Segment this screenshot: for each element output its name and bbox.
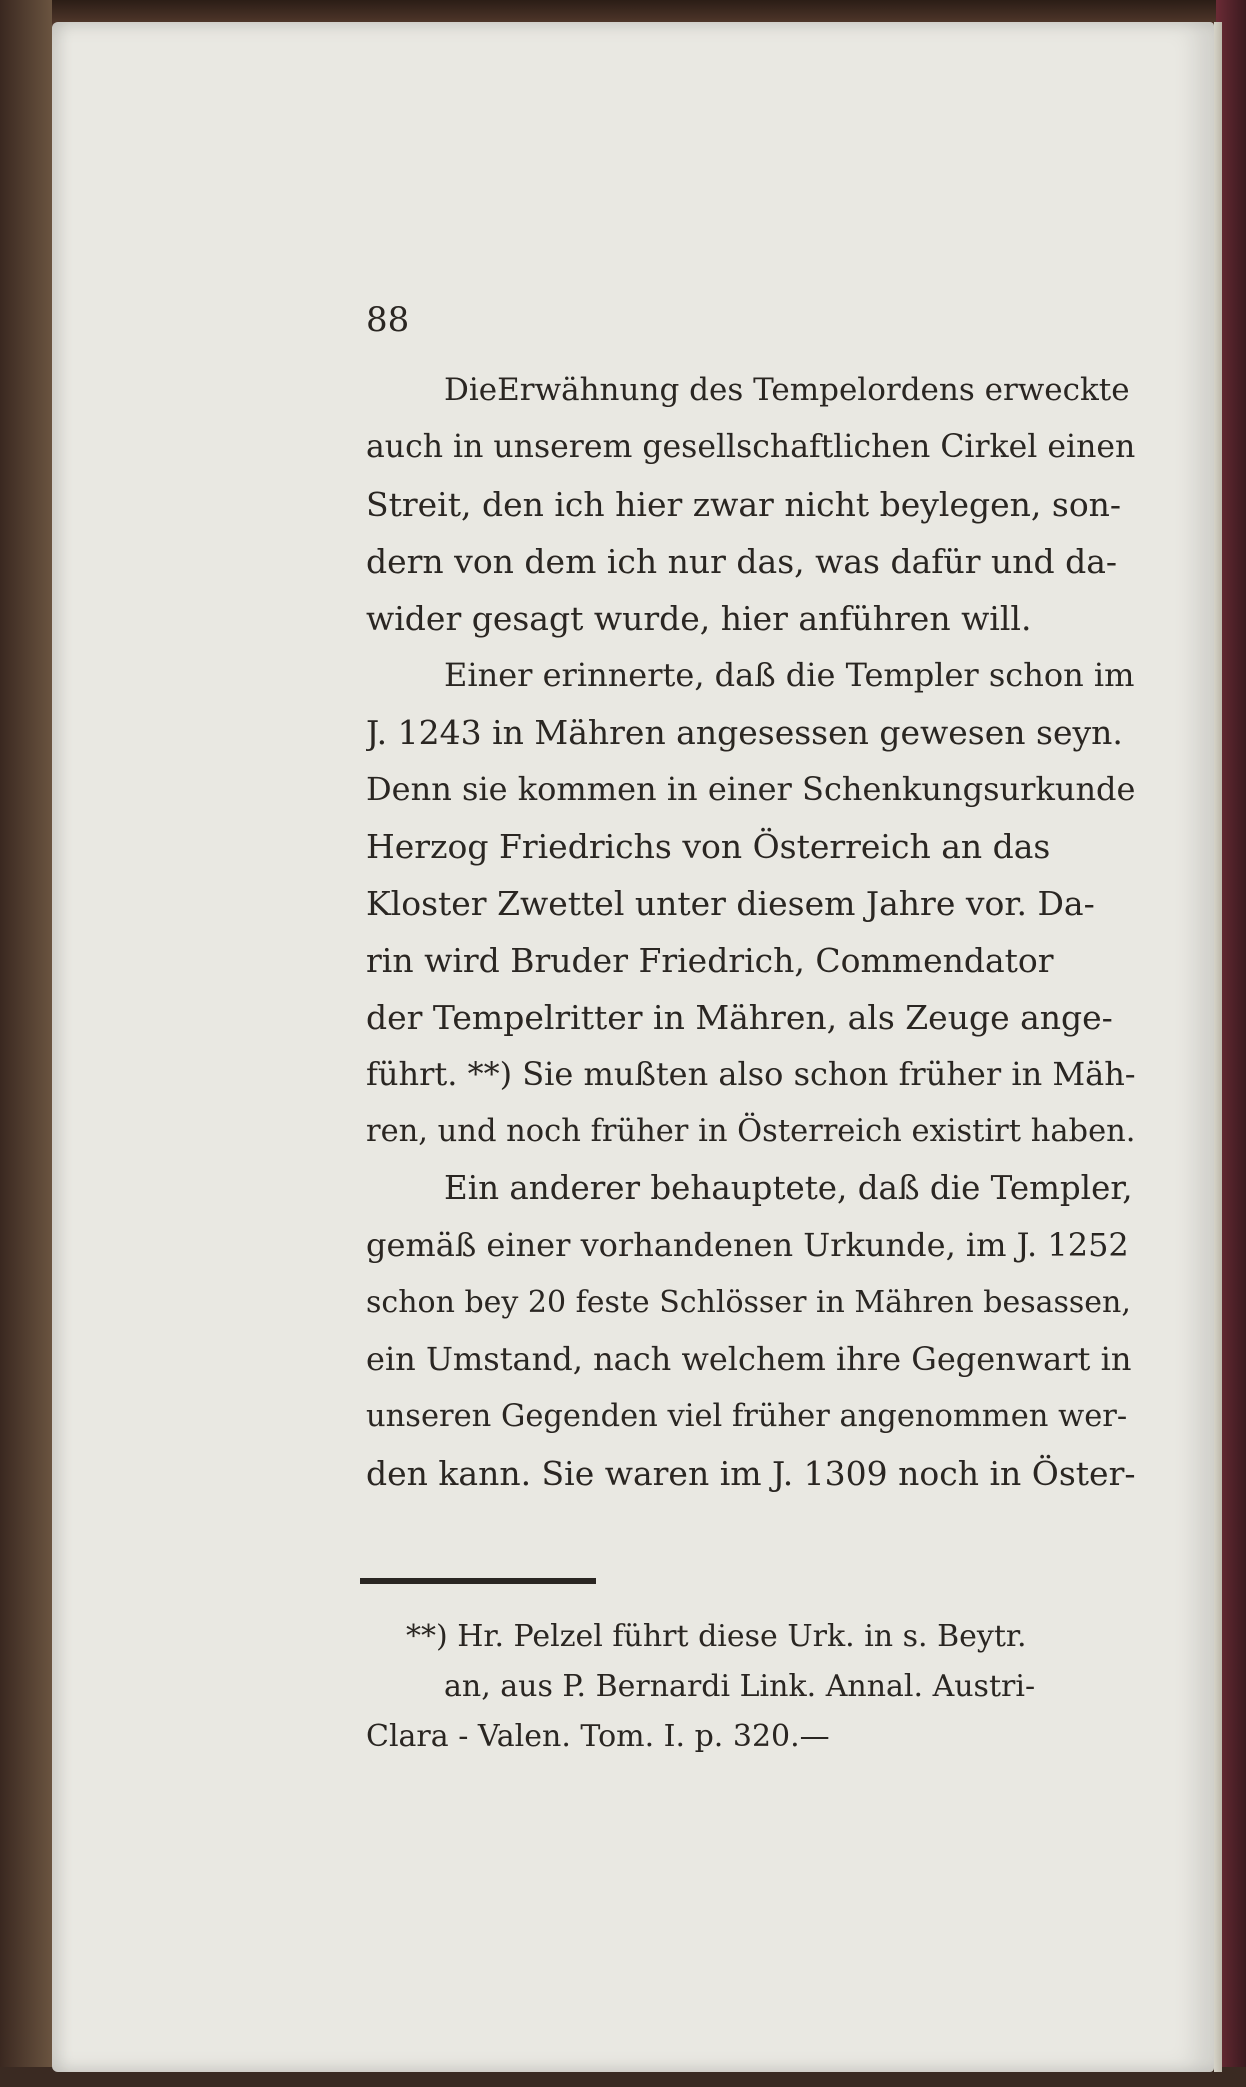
text-line: auch in unserem gesellschaftlichen Cirkel einen: [366, 429, 1136, 465]
text-line: J. 1243 in Mähren angesessen gewesen seyn.: [366, 713, 1123, 752]
footnote-line: Clara - Valen. Tom. I. p. 320.—: [366, 1719, 830, 1754]
text-line: wider gesagt wurde, hier anführen will.: [366, 599, 1032, 638]
text-line: ren, und noch früher in Österreich existirt haben.: [366, 1114, 1136, 1149]
footnote-line: an, aus P. Bernardi Link. Annal. Austri-: [444, 1669, 1036, 1704]
page-number: 88: [366, 300, 410, 340]
text-line: Kloster Zwettel unter diesem Jahre vor. Da-: [366, 884, 1095, 923]
paragraph-3: [366, 1160, 1136, 1502]
text-line: der Tempelritter in Mähren, als Zeuge ange-: [366, 998, 1113, 1037]
text-line: dern von dem ich nur das, was dafür und da-: [366, 542, 1118, 581]
text-line: führt. **) Sie mußten also schon früher in Mäh-: [366, 1055, 1136, 1093]
text-line: gemäß einer vorhandenen Urkunde, im J. 1252: [366, 1226, 1129, 1264]
footnote-divider: [360, 1578, 596, 1584]
book-binding-left: [0, 0, 52, 2087]
text-line: DieErwähnung des Tempelordens erweckte: [444, 372, 1130, 408]
text-line: Einer erinnerte, daß die Templer schon im: [444, 656, 1135, 694]
text-line: den kann. Sie waren im J. 1309 noch in Öster-: [366, 1454, 1136, 1493]
text-line: Herzog Friedrichs von Österreich an das: [366, 827, 1051, 866]
page-edge: [1214, 22, 1222, 2072]
text-line: Ein anderer behauptete, daß die Templer,: [444, 1169, 1133, 1207]
paragraph-2: [366, 647, 1136, 1160]
body-text: [366, 362, 1136, 1502]
footnote: [366, 1612, 1156, 1762]
text-line: rin wird Bruder Friedrich, Commendator: [366, 941, 1054, 980]
text-line: unseren Gegenden viel früher angenommen wer-: [366, 1399, 1128, 1434]
text-line: Denn sie kommen in einer Schenkungsurkunde: [366, 770, 1136, 808]
text-line: schon bey 20 feste Schlösser in Mähren besassen,: [366, 1285, 1131, 1320]
text-line: ein Umstand, nach welchem ihre Gegenwart in: [366, 1340, 1132, 1378]
paragraph-1: [366, 362, 1136, 647]
text-line: Streit, den ich hier zwar nicht beylegen, son-: [366, 485, 1122, 524]
footnote-line: **) Hr. Pelzel führt diese Urk. in s. Beytr.: [406, 1619, 1027, 1654]
